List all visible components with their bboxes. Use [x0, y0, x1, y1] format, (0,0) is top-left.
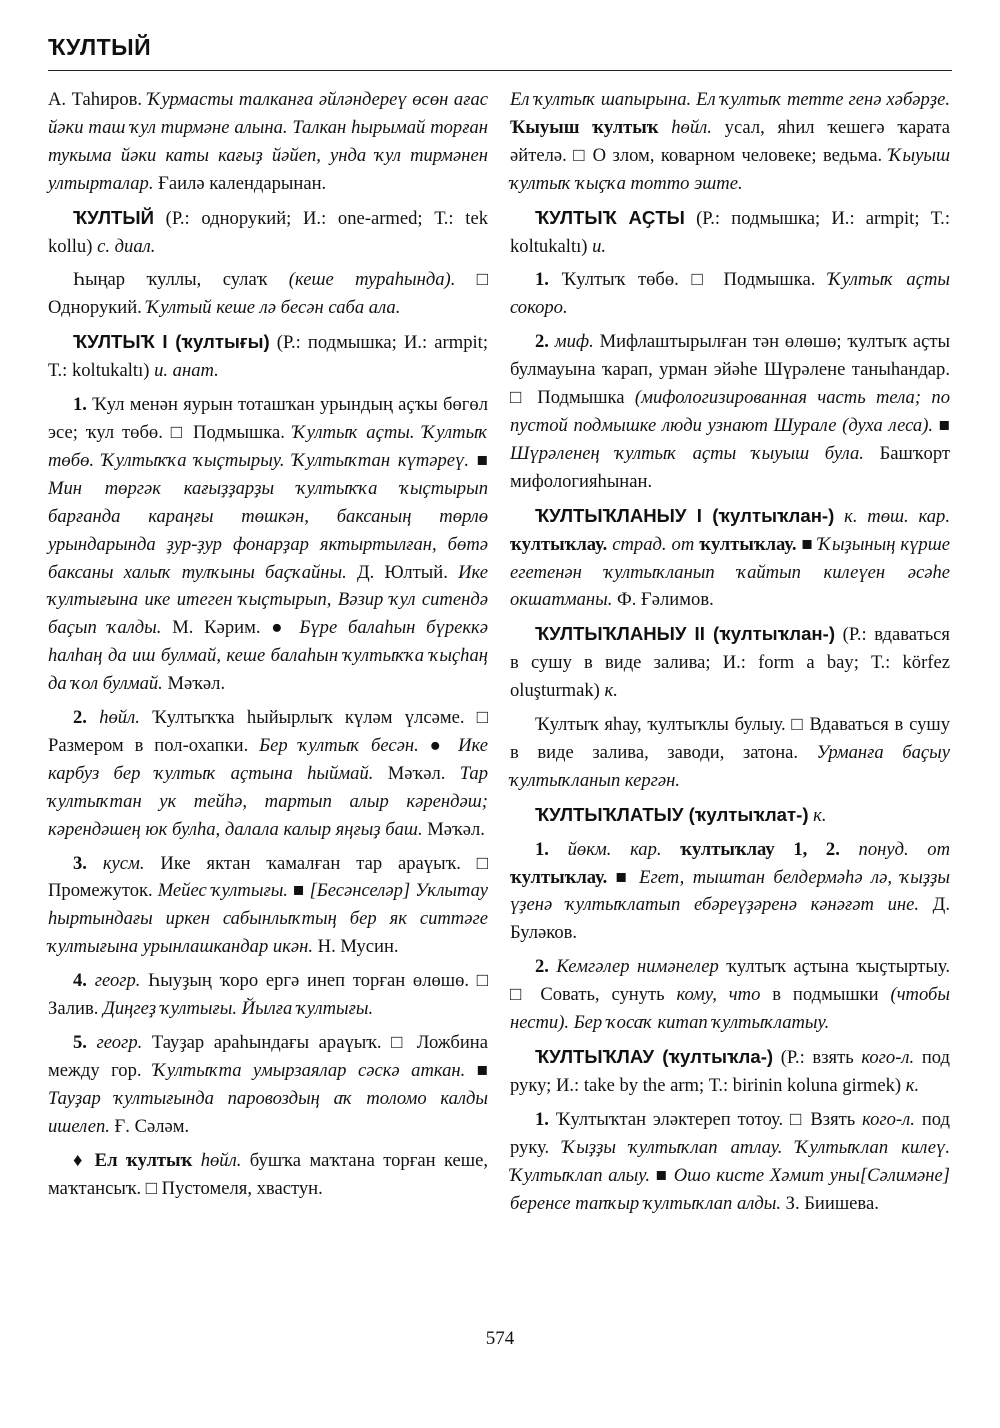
text-span: в подмышки	[760, 984, 891, 1006]
sense-number: 3.	[73, 852, 103, 874]
headword: ҠУЛТЫҠЛАУ (ҡултыҡла-)	[535, 1046, 774, 1067]
entry-kultyklanyu-1	[510, 502, 955, 615]
grammar-span: геогр.	[96, 1032, 143, 1053]
text-span: Ҡултыҡ яһау, ҡултыҡлы булыу. □ Вдаваться в сушу в виде залива, заводи, затона.	[510, 714, 955, 763]
headword: ҠУЛТЫҠЛАТЫУ (ҡултыҡлат-)	[535, 803, 809, 825]
text-span: под руку; И.: take by the arm; Т.: birinin koluna girmek)	[510, 1047, 955, 1096]
example-span: Ҡыҙҙы ҡултыҡлап атлау. Ҡултыҡлап килеү. Ҡултыҡлап алыу.	[510, 1136, 955, 1186]
example-span: Ел ҡултыҡ шапырына. Ел ҡултыҡ тетте генә хәбәрҙе.	[510, 89, 950, 110]
text-span: Тауҙар араһындағы араүыҡ. □ Ложбина между гор.	[48, 1032, 493, 1081]
page-number: 574	[485, 1328, 515, 1349]
grammar-span: и.	[592, 235, 607, 257]
left-column	[48, 86, 493, 1208]
sense-number: 1.	[73, 394, 87, 416]
grammar-span: понуд. от	[839, 838, 951, 860]
sense-paragraph	[510, 266, 955, 322]
italic-span: (кеше тураһында).	[288, 269, 456, 291]
source-span: М. Кәрим. ●	[161, 617, 300, 639]
example-span: Диңгеҙ ҡултығы. Йылға ҡултығы.	[103, 998, 374, 1020]
grammar-span: кусм.	[102, 852, 145, 874]
cross-reference: ҡултыҡлау.	[510, 505, 955, 555]
source-span: Мәҡәл.	[373, 762, 460, 784]
square-marker: ■	[933, 414, 955, 436]
headword: ҠУЛТЫЙ	[73, 206, 154, 228]
italic-span: кого-л.	[861, 1047, 915, 1068]
text-span: Ҡултыҡ төбө. □ Подмышка.	[548, 269, 829, 291]
italic-span: кому, что	[676, 984, 761, 1006]
grammar-span: к.	[604, 680, 618, 702]
text-span: (Р.: взять	[773, 1047, 862, 1068]
grammar-span: геогр.	[94, 970, 141, 992]
idiom-paragraph	[48, 1147, 493, 1203]
text-span: усал, яһил ҡешегә ҡарата әйтелә. □ О злом, коварном человеке; ведьма.	[510, 116, 955, 166]
sense-number: 5.	[73, 1032, 97, 1053]
headword: ҠУЛТЫҠ I (ҡултығы)	[73, 331, 270, 353]
sense-paragraph	[48, 850, 493, 962]
right-column	[510, 86, 955, 1223]
source-span: Мәҡәл.	[162, 673, 226, 695]
entry-kultyk-asty	[510, 204, 955, 261]
bullet-marker: ●	[418, 734, 459, 756]
text-span: (Р.: подмышка; И.: armpit; Т.: koltukaltı)	[48, 332, 493, 382]
text-span: бушҡа маҡтана торған кеше, маҡтансыҡ. □ Пустомеля, хвастун.	[48, 1149, 493, 1199]
headword: ҠУЛТЫҠ АҪТЫ	[535, 206, 685, 228]
text-span: (Р.: подмышка; И.: armpit; Т.: koltukaltı)	[510, 207, 955, 257]
text-span: □ Однорукий.	[48, 269, 493, 319]
entry-kultyk-1	[48, 328, 493, 385]
sense-number: 2.	[535, 956, 557, 978]
sense-paragraph	[510, 711, 955, 795]
example-span: (чтобы нести). Бер ҡосаҡ китап ҡултыҡлатыу.	[510, 984, 955, 1034]
italic-span: (мифологизированная часть тела; по пустой подмышке люди узнают Шурале (духа леса).	[510, 387, 955, 436]
sense-paragraph	[510, 1106, 955, 1218]
example-span: Егет, тыштан белдермәһә лә, ҡыҙҙы үҙенә ҡултыҡлатып ебәреүҙәренә кәнәғәт ине.	[510, 866, 955, 916]
text-span: ҡултыҡ аҫтына ҡыҫтыртыу. □ Совать, сунуть	[510, 956, 955, 1006]
text-span: Ҡултыҡҡа һыйырлыҡ күләм үлсәме. □ Размером в пол-охапки.	[48, 707, 493, 756]
diamond-marker: ♦	[73, 1149, 95, 1171]
example-span: Бүре балаһын бүреккә һалһаң да иш булмай, кеше балаһын ҡултыҡҡа ҡыҫһаң да ҡол булмай.	[48, 617, 493, 695]
headword: ҠУЛТЫҠЛАНЫУ II (ҡултыҡлан-)	[535, 623, 836, 645]
source-span: Н. Мусин.	[313, 936, 399, 958]
text-span: Ике яктан ҡамалған тар араүыҡ. □ Промежуток.	[48, 852, 493, 902]
example-span: Ҡыҙының күрше егетенән ҡултыҡланып ҡайтып килеүен әсәһе окшатманы.	[510, 533, 955, 611]
text-span: Ҡул менән яурын тоташҡан урындың аҫҡы бөгөл эсе; ҡул төбө. □ Подмышка.	[48, 394, 493, 443]
text-span: под руку.	[510, 1108, 955, 1158]
idiom-phrase: Ел ҡултыҡ	[94, 1149, 193, 1171]
grammar-span: һөйл.	[99, 707, 140, 729]
source-span: Д. Юлтый.	[346, 561, 459, 583]
text-span: Һыуҙың ҡоро ергә инеп торған өлөшө. □ Залив.	[48, 970, 493, 1020]
text-span: (Р.: однорукий; И.: one-armed; Т.: tek kollu)	[48, 207, 493, 257]
entry-kultyklau	[510, 1043, 955, 1100]
headword: ҠУЛТЫҠЛАНЫУ I (ҡултыҡлан-)	[535, 504, 835, 526]
sense-paragraph	[510, 836, 955, 948]
example-span: Мейес ҡултығы.	[157, 880, 288, 902]
example-span: Ҡултый кеше лә бесән саба ала.	[146, 297, 401, 319]
grammar-span: страд. от	[607, 533, 695, 555]
grammar-span: миф.	[554, 331, 594, 353]
sense-paragraph	[48, 266, 493, 322]
grammar-span: и. анат.	[154, 360, 219, 382]
sense-paragraph	[48, 967, 493, 1023]
example-span: Ҡултыҡ аҫты сокоро.	[510, 269, 955, 319]
sense-paragraph	[48, 391, 493, 698]
example-span: Ҡултыҡ аҫты. Ҡултыҡ төбө. Ҡултыҡҡа ҡыҫтырыу. Ҡултыҡтан күтәреү.	[48, 421, 493, 471]
example-span: Тар ҡултыҡтан ук тейһә, тартып алыр кәрендәш; кәрендәшең юк булһа, далала калыр яңғыҙ баш.	[48, 762, 493, 840]
source-span: З. Биишева.	[781, 1192, 879, 1214]
example-span: Тауҙар ҡултығында паровоздың аҡ толомо калды ишелеп.	[48, 1087, 493, 1137]
grammar-span: к.	[905, 1074, 920, 1096]
source-span: Д. Буләков.	[510, 894, 955, 944]
entry-kultyklanyu-2	[510, 620, 955, 705]
square-marker: ■	[465, 1059, 493, 1081]
sense-paragraph	[510, 328, 955, 495]
entry-kultyy	[48, 204, 493, 261]
source-span: Мәҡәл.	[422, 818, 485, 840]
text-span: (Р.: вдаваться в сушу в виде залива; И.: form a bay; Т.: körfez oluşturmak)	[510, 624, 955, 702]
entry-continuation	[48, 86, 493, 198]
sense-paragraph	[48, 1029, 493, 1141]
source-span: Ф. Ғәлимов.	[612, 589, 714, 611]
grammar-span: йөкм. кар.	[567, 838, 662, 860]
example-span: Бер ҡултыҡ бесән.	[259, 734, 419, 756]
example-span: Ҡыуыш ҡултыҡ ҡыҫҡа тотто эште.	[510, 144, 955, 194]
text-span: Мифлаштырылған тән өлөшө; ҡултыҡ аҫты булмауына ҡарап, урман эйәһе Шүрәлене таныһандар. □ Подмышка	[510, 331, 955, 409]
text-span: А. Таһиров.	[48, 89, 148, 110]
example-span: Ике карбуз бер ҡултыҡ аҫтына һыймай.	[48, 734, 493, 784]
grammar-span: с. диал.	[97, 235, 156, 257]
cross-reference: ҡултыҡлау.	[510, 838, 955, 888]
sense-number: 2.	[535, 331, 555, 353]
sense-paragraph	[48, 704, 493, 844]
entry-continuation	[510, 86, 955, 198]
sense-number: 4.	[73, 970, 95, 992]
grammar-span: к.	[808, 804, 827, 826]
source-span: Ғаилә календарынан.	[153, 172, 327, 194]
entry-kultyklatyu	[510, 801, 950, 830]
text-span: Ҡултыҡтан эләктереп тотоу. □ Взять	[548, 1108, 863, 1130]
grammar-span: һөйл.	[192, 1149, 242, 1171]
sense-number: 1.	[535, 269, 549, 291]
header-rule	[48, 70, 952, 71]
example-span: Шүрәленең ҡултыҡ аҫты ҡыуыш була.	[510, 442, 864, 464]
square-marker: ■	[607, 866, 640, 888]
example-span: Ошо кисте Хәмит уны[Сәлимәне] беренсе тапҡыр ҡултыҡлап алды.	[510, 1164, 955, 1214]
example-span: [Бесәнселәр] Уклытау һыртындағы иркен сабынлыҡтың бер як ситтәге ҡултығына урынлашкандар икән.	[48, 880, 493, 958]
sense-number: 1.	[535, 1108, 549, 1130]
source-span: Ғ. Сәләм.	[109, 1115, 190, 1137]
italic-span: Кемгәлер нимәнелер	[556, 956, 719, 978]
text-span: Һыңар ҡуллы, сулаҡ	[73, 269, 289, 291]
square-marker: ■	[650, 1164, 674, 1186]
cross-reference: ҡултыҡлау 1, 2.	[661, 838, 840, 860]
sense-paragraph	[510, 953, 955, 1037]
example-span: Урманға баҫыу ҡултыҡланып кергән.	[510, 741, 955, 791]
example-span: Ҡултыҡта умырзаялар сәскә аткан.	[153, 1059, 466, 1081]
sense-number: 1.	[535, 838, 568, 860]
idiom-phrase: Ҡыуыш ҡултыҡ	[510, 89, 955, 138]
square-marker: ■	[287, 880, 310, 902]
square-marker: ■	[796, 533, 819, 555]
italic-span: кого-л.	[862, 1108, 915, 1130]
source-span: Башҡорт мифологияһынан.	[510, 442, 955, 492]
example-span: Ике ҡултығына ике итеген ҡыҫтырып, Вәзир ҡул ситендә баҫып ҡалды.	[48, 561, 493, 639]
grammar-span: к. төш. кар.	[834, 505, 950, 527]
example-span: Ҡурмасты талканға әйләндереү өсөн ағас йәки таш ҡул тирмәне алына. Талкан һырымай торған тукыма йәки каты кағыҙ йәйеп, унда ҡул тирмәнен ултырталар.	[48, 89, 493, 194]
example-span: Мин төргәк кағыҙҙарҙы ҡултыҡҡа ҡыҫтырып барғанда караңғы төшкән, баксаның төрлө урындарында ҙур-ҙур фонарҙар яктыртылған, бөтә баксаны халыҡ тулҡыны баҫҡайны.	[48, 477, 493, 583]
cross-reference: ҡултыҡлау.	[694, 533, 797, 555]
sense-number: 2.	[73, 707, 100, 729]
grammar-span: һөйл.	[658, 116, 712, 138]
square-marker: ■	[469, 449, 493, 471]
running-header: ҠУЛТЫЙ	[48, 34, 152, 60]
